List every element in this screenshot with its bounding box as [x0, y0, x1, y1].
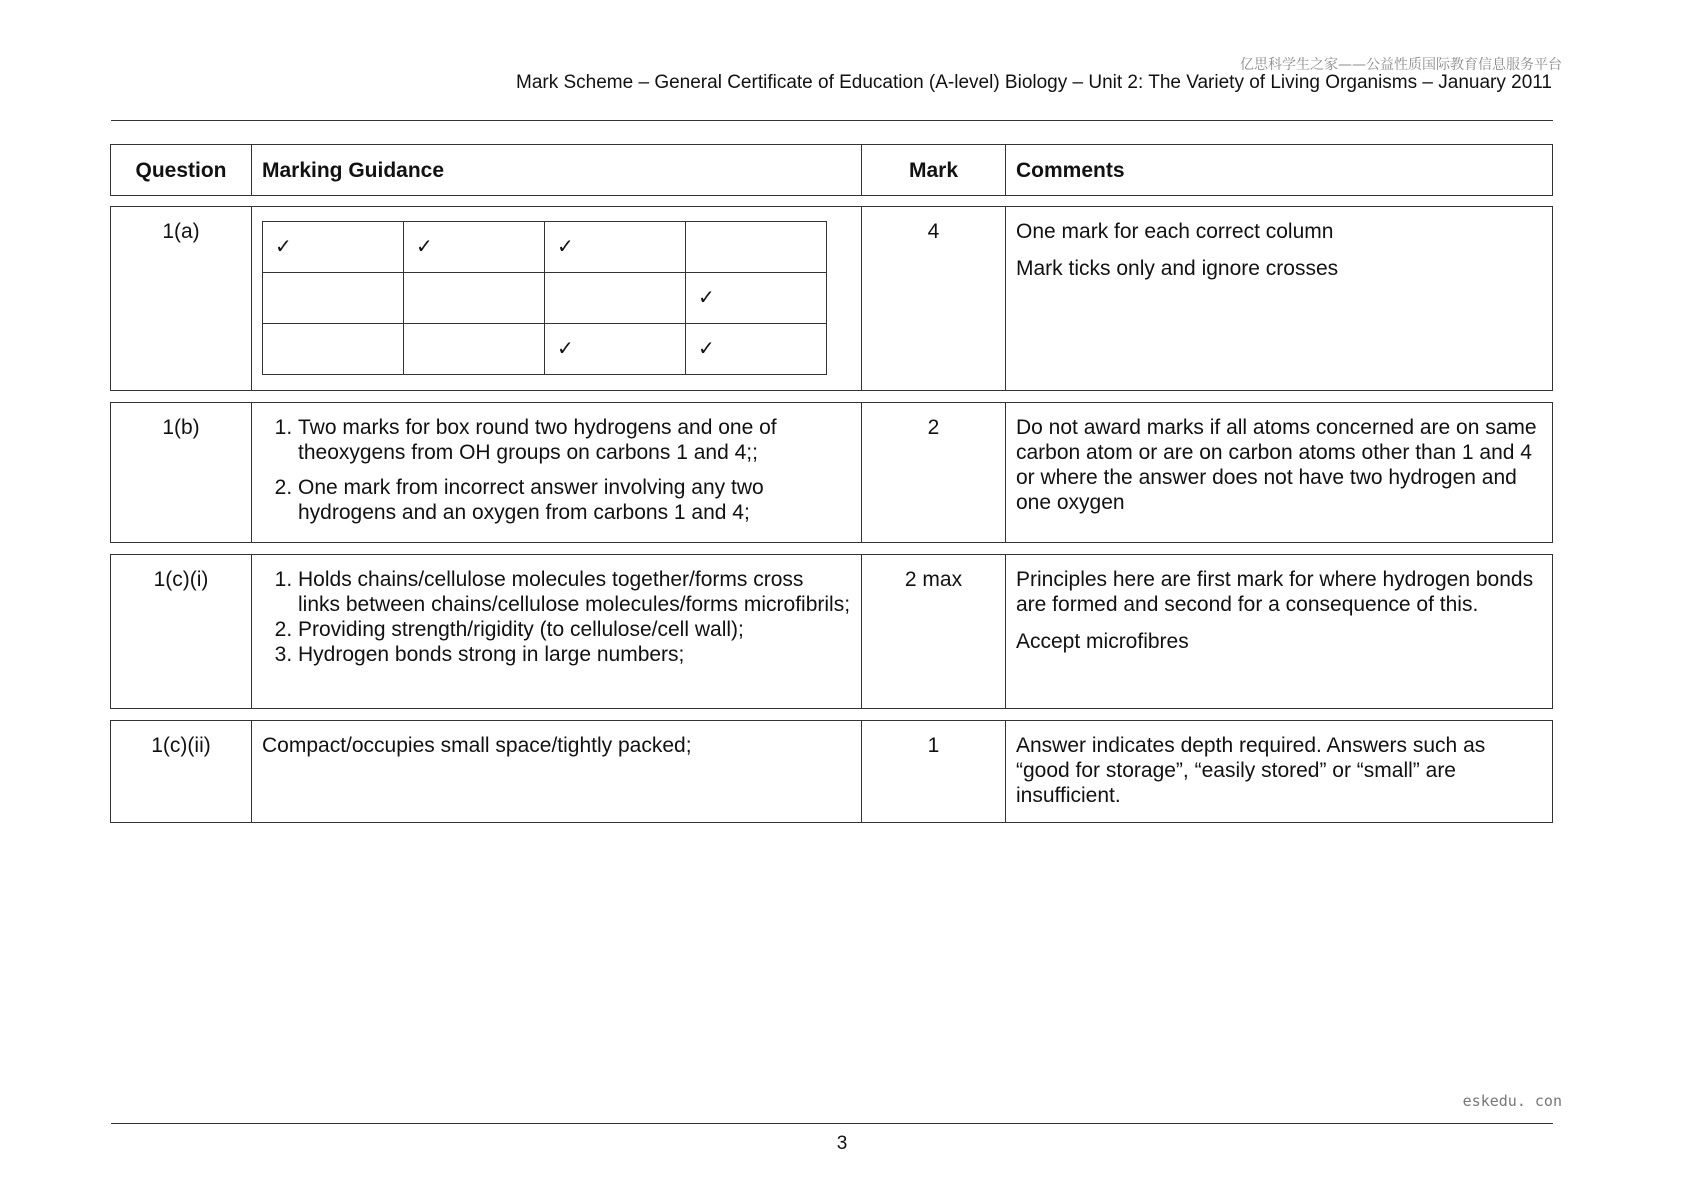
comments	[1006, 207, 1553, 391]
tick-cell: ✓	[404, 222, 545, 273]
header-rule	[111, 120, 1553, 121]
mark-value: 1	[862, 721, 1006, 823]
tick-row	[263, 324, 827, 375]
question-number: 1(a)	[111, 207, 252, 391]
guidance-list	[262, 415, 851, 525]
comments	[1006, 721, 1553, 823]
header-comments: Comments	[1006, 145, 1553, 196]
question-1ci-block	[110, 554, 1553, 709]
comment-line: Mark ticks only and ignore crosses	[1016, 257, 1339, 280]
guidance-item: 1. Holds chains/cellulose molecules together/forms cross links between chains/cellulose molecules/forms microfibrils;	[298, 567, 851, 617]
watermark-bottom: eskedu. con	[1462, 1092, 1562, 1110]
tick-grid	[262, 221, 827, 375]
comment-line: One mark for each correct column	[1016, 220, 1334, 243]
guidance-item: 1. Two marks for box round two hydrogens and one of theoxygens from OH groups on carbons 1 and 4;;	[298, 415, 851, 465]
header-mark: Mark	[862, 145, 1006, 196]
comment-line: Answer indicates depth required. Answers such as “good for storage”, “easily stored” or “small” are insufficient.	[1016, 734, 1486, 807]
guidance-list	[262, 567, 851, 667]
question-number: 1(b)	[111, 403, 252, 543]
running-header: Mark Scheme – General Certificate of Education (A-level) Biology – Unit 2: The Variety of Living Organisms – January 2011	[516, 72, 1552, 93]
tick-cell: ✓	[686, 324, 827, 375]
question-1b-block	[110, 402, 1553, 543]
footer-rule	[111, 1123, 1553, 1124]
tick-cell: ✓	[263, 222, 404, 273]
comment-line: Accept microfibres	[1016, 630, 1189, 653]
marking-guidance	[252, 403, 862, 543]
tick-cell	[404, 324, 545, 375]
mark-scheme-header-table	[110, 144, 1553, 196]
guidance-item: 2. Providing strength/rigidity (to cellulose/cell wall);	[298, 617, 851, 642]
comment-line: Principles here are first mark for where hydrogen bonds are formed and second for a consequence of this.	[1016, 568, 1534, 616]
question-number: 1(c)(ii)	[111, 721, 252, 823]
mark-value: 4	[862, 207, 1006, 391]
mark-value: 2 max	[862, 555, 1006, 709]
mark-value: 2	[862, 403, 1006, 543]
guidance-item: 3. Hydrogen bonds strong in large numbers;	[298, 642, 851, 667]
marking-guidance: Compact/occupies small space/tightly packed;	[252, 721, 862, 823]
tick-row	[263, 222, 827, 273]
marking-guidance	[252, 555, 862, 709]
tick-cell	[686, 222, 827, 273]
comments	[1006, 403, 1553, 543]
tick-row	[263, 273, 827, 324]
tick-cell	[263, 324, 404, 375]
tick-cell	[545, 273, 686, 324]
tick-cell	[404, 273, 545, 324]
tick-cell: ✓	[686, 273, 827, 324]
header-question: Question	[111, 145, 252, 196]
tick-cell: ✓	[545, 222, 686, 273]
guidance-item: 2. One mark from incorrect answer involving any two hydrogens and an oxygen from carbons 1 and 4;	[298, 475, 851, 525]
comments	[1006, 555, 1553, 709]
question-number: 1(c)(i)	[111, 555, 252, 709]
comment-line: Do not award marks if all atoms concerned are on same carbon atom or are on carbon atoms other than 1 and 4 or where the answer does not have two hydrogen and one oxygen	[1016, 416, 1537, 514]
marking-guidance	[252, 207, 862, 391]
question-1a-block	[110, 206, 1553, 391]
watermark-top: 亿思科学生之家——公益性质国际教育信息服务平台	[1240, 57, 1562, 73]
tick-cell: ✓	[545, 324, 686, 375]
page-number: 3	[836, 1133, 848, 1154]
tick-cell	[263, 273, 404, 324]
header-marking-guidance: Marking Guidance	[252, 145, 862, 196]
question-1cii-block	[110, 720, 1553, 823]
